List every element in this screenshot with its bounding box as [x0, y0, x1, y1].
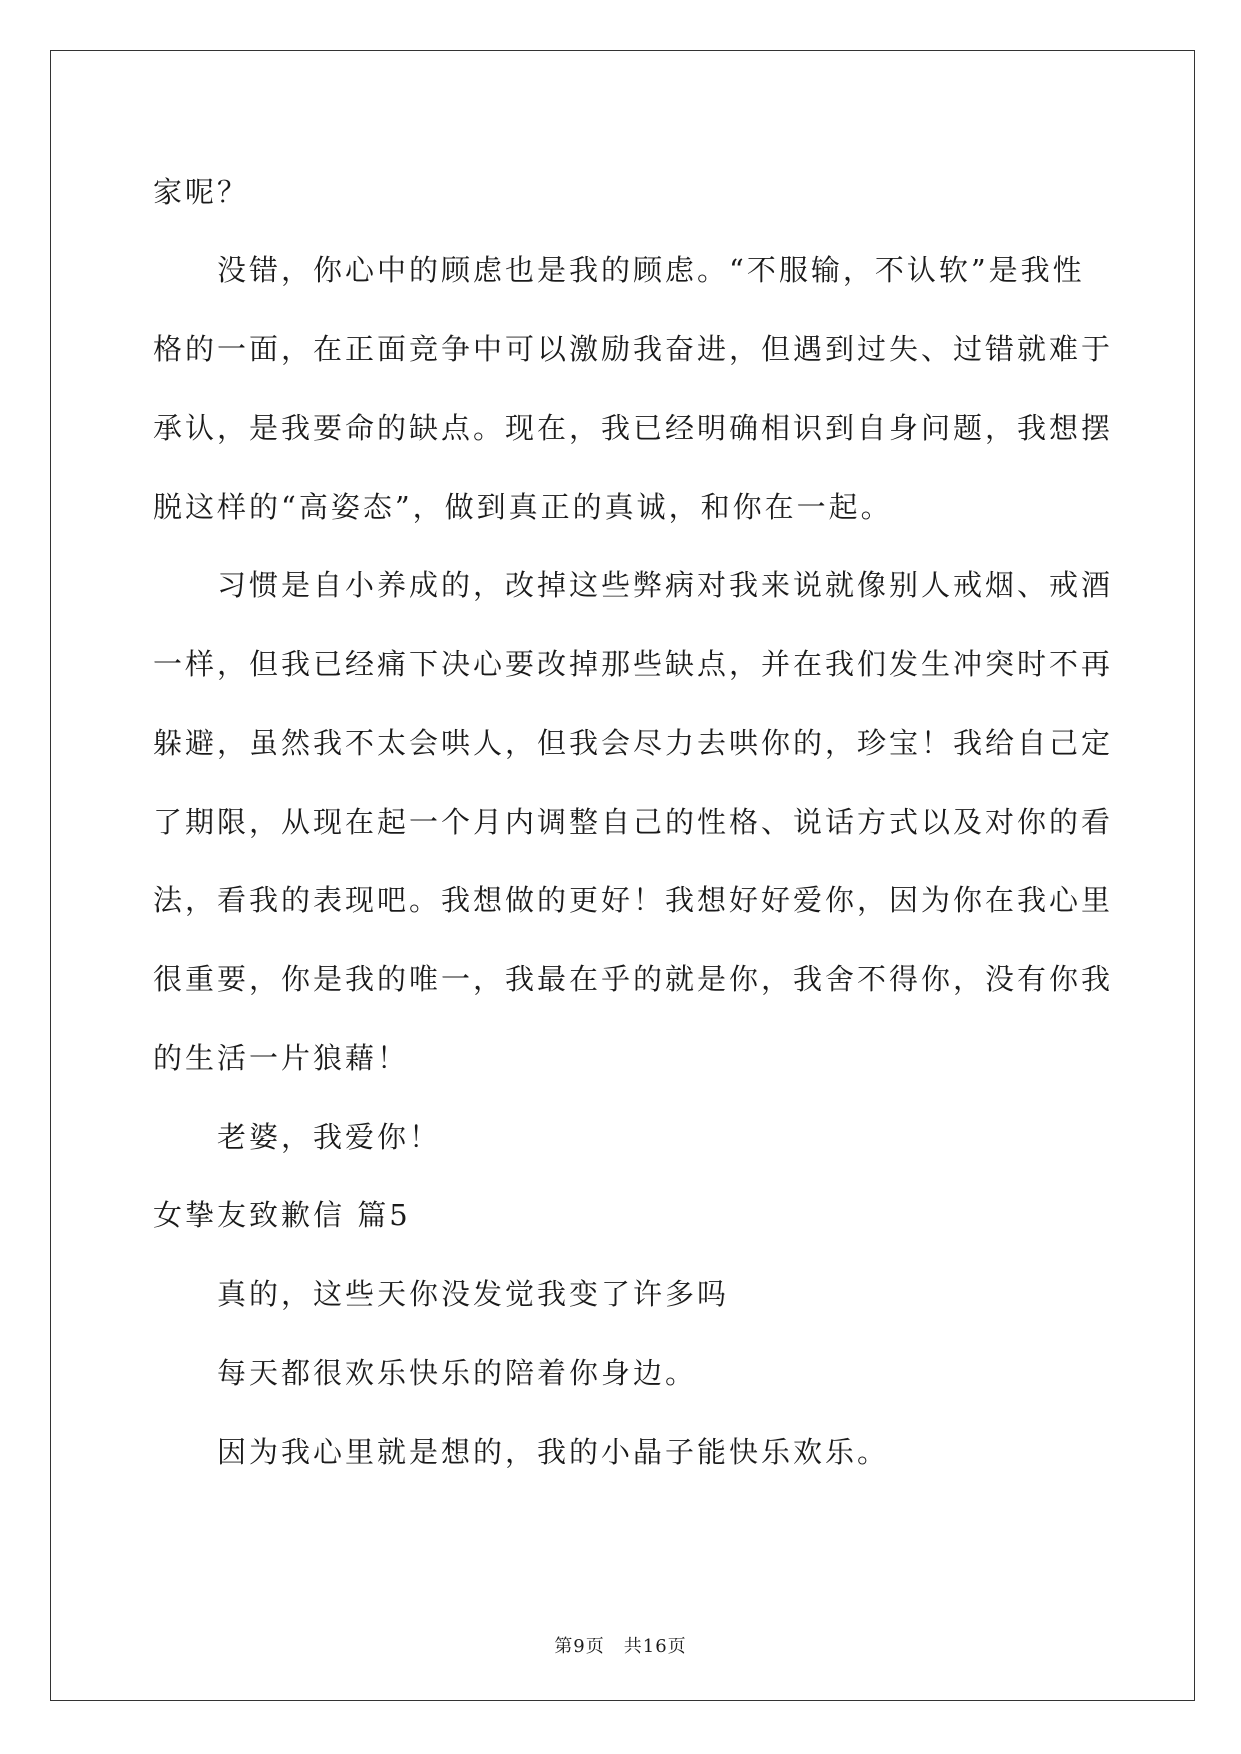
text-line: 老婆，我爱你！ — [217, 1120, 442, 1154]
text-line: 真的，这些天你没发觉我变了许多吗 — [217, 1277, 730, 1311]
text-line: 躲避，虽然我不太会哄人，但我会尽力去哄你的，珍宝！我给自己定 — [153, 726, 1114, 760]
text-line: 承认，是我要命的缺点。现在，我已经明确相识到自身问题，我想摆 — [153, 411, 1114, 445]
text-line: 很重要，你是我的唯一，我最在乎的就是你，我舍不得你，没有你我 — [153, 962, 1114, 996]
section-heading: 女挚友致歉信 篇5 — [153, 1198, 411, 1232]
text-line: 一样，但我已经痛下决心要改掉那些缺点，并在我们发生冲突时不再 — [153, 647, 1114, 681]
text-line: 因为我心里就是想的，我的小晶子能快乐欢乐。 — [217, 1435, 890, 1469]
text-line: 了期限，从现在起一个月内调整自己的性格、说话方式以及对你的看 — [153, 805, 1114, 839]
text-line: 脱这样的“高姿态”，做到真正的真诚，和你在一起。 — [153, 490, 893, 524]
text-line: 格的一面，在正面竞争中可以激励我奋进，但遇到过失、过错就难于 — [153, 332, 1114, 366]
text-line: 法，看我的表现吧。我想做的更好！我想好好爱你，因为你在我心里 — [153, 883, 1114, 917]
text-line: 习惯是自小养成的，改掉这些弊病对我来说就像别人戒烟、戒酒 — [217, 568, 1114, 602]
text-line: 家呢？ — [153, 175, 250, 209]
text-line: 的生活一片狼藉！ — [153, 1041, 410, 1075]
text-line: 每天都很欢乐快乐的陪着你身边。 — [217, 1356, 698, 1390]
text-line: 没错，你心中的顾虑也是我的顾虑。“不服输，不认软”是我性 — [217, 253, 1085, 287]
page-footer: 第9页 共16页 — [554, 1636, 687, 1657]
